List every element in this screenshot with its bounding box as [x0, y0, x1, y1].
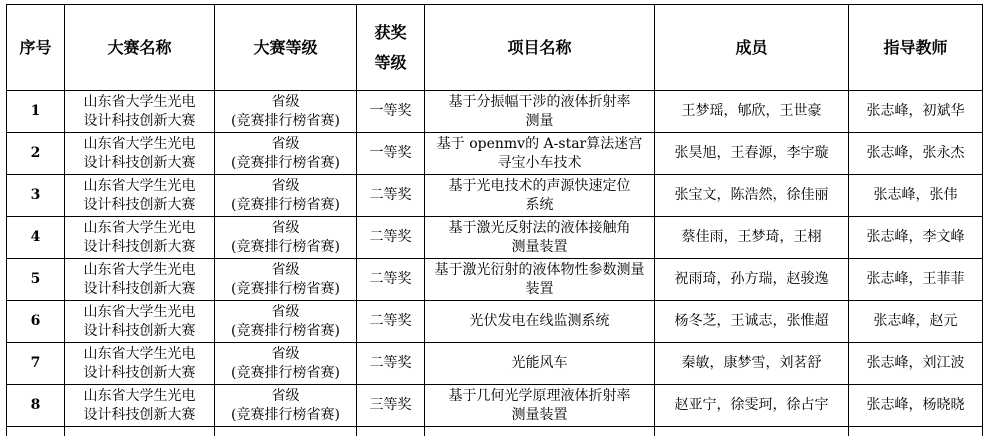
cell-level [215, 217, 357, 259]
cell-seq: 2 [7, 133, 65, 175]
cell-empty [425, 427, 655, 437]
competition-line-2: 设计科技创新大赛 [83, 238, 196, 255]
header-row [7, 5, 983, 91]
competition-line-1: 山东省大学生光电 [83, 345, 196, 362]
cell-project [425, 385, 655, 427]
cell-empty [215, 427, 357, 437]
level-line-2: (竞赛排行榜省赛) [231, 406, 340, 423]
project-line-1: 基于几何光学原理液体折射率 [448, 387, 631, 404]
project-line-1: 基于激光反射法的液体接触角 [448, 219, 631, 236]
level-line-1: 省级 [271, 177, 300, 194]
project-line-1: 光能风车 [511, 355, 568, 371]
project-line-1: 基于分振幅干涉的液体折射率 [448, 93, 631, 110]
cell-level [215, 91, 357, 133]
cell-level [215, 385, 357, 427]
header-project: 项目名称 [425, 5, 655, 91]
level-line-2: (竞赛排行榜省赛) [231, 322, 340, 339]
competition-line-2: 设计科技创新大赛 [83, 322, 196, 339]
table-row [7, 217, 983, 259]
competition-line-1: 山东省大学生光电 [83, 135, 196, 152]
competition-line-2: 设计科技创新大赛 [83, 406, 196, 423]
project-line-2: 测量装置 [511, 406, 568, 423]
header-award [357, 5, 425, 91]
cell-advisor: 张志峰，李文峰 [849, 217, 983, 259]
level-line-1: 省级 [271, 345, 300, 362]
competition-line-2: 设计科技创新大赛 [83, 280, 196, 297]
header-award-line1: 获奖 [374, 22, 407, 42]
level-line-1: 省级 [271, 135, 300, 152]
cell-members: 赵亚宁，徐雯珂，徐占宇 [655, 385, 849, 427]
project-line-1: 基于 openmv的 A-star算法迷宫 [436, 135, 643, 152]
cell-project [425, 343, 655, 385]
cell-empty [357, 427, 425, 437]
cell-competition [65, 91, 215, 133]
project-line-2: 测量装置 [511, 238, 568, 255]
header-award-line2: 等级 [374, 52, 407, 72]
competition-line-2: 设计科技创新大赛 [83, 154, 196, 171]
level-line-2: (竞赛排行榜省赛) [231, 238, 340, 255]
cell-award: 二等奖 [357, 175, 425, 217]
cell-empty [849, 427, 983, 437]
project-line-2: 寻宝小车技术 [497, 154, 582, 171]
cell-level [215, 343, 357, 385]
cell-advisor: 张志峰，张伟 [849, 175, 983, 217]
cell-seq: 4 [7, 217, 65, 259]
cell-project [425, 259, 655, 301]
project-line-1: 基于光电技术的声源快速定位 [448, 177, 631, 194]
cell-competition [65, 259, 215, 301]
table-row [7, 175, 983, 217]
cell-members: 王梦瑶，郇欣，王世豪 [655, 91, 849, 133]
cell-advisor: 张志峰，张永杰 [849, 133, 983, 175]
level-line-2: (竞赛排行榜省赛) [231, 364, 340, 381]
cell-competition [65, 343, 215, 385]
table-body [7, 91, 983, 437]
cell-project [425, 133, 655, 175]
cell-level [215, 259, 357, 301]
competition-line-1: 山东省大学生光电 [83, 219, 196, 236]
cell-award: 二等奖 [357, 343, 425, 385]
header-competition: 大赛名称 [65, 5, 215, 91]
cell-award: 二等奖 [357, 259, 425, 301]
cell-competition [65, 175, 215, 217]
cell-advisor: 张志峰，杨晓晓 [849, 385, 983, 427]
cell-level [215, 175, 357, 217]
project-line-1: 光伏发电在线监测系统 [469, 313, 610, 329]
cell-empty [7, 427, 65, 437]
cell-members: 杨冬芝，王诚志，张惟超 [655, 301, 849, 343]
cell-level [215, 133, 357, 175]
cell-seq: 6 [7, 301, 65, 343]
cell-advisor: 张志峰，王菲菲 [849, 259, 983, 301]
cell-seq: 3 [7, 175, 65, 217]
level-line-2: (竞赛排行榜省赛) [231, 196, 340, 213]
cell-project [425, 175, 655, 217]
cell-seq: 5 [7, 259, 65, 301]
cell-seq: 7 [7, 343, 65, 385]
competition-line-1: 山东省大学生光电 [83, 261, 196, 278]
project-line-2: 测量 [525, 112, 554, 129]
cell-seq: 1 [7, 91, 65, 133]
awards-table [6, 4, 983, 436]
cell-members: 蔡佳雨，王梦琦，王栩 [655, 217, 849, 259]
table-row [7, 133, 983, 175]
table-row [7, 259, 983, 301]
cell-competition [65, 385, 215, 427]
level-line-1: 省级 [271, 93, 300, 110]
level-line-1: 省级 [271, 387, 300, 404]
table-row [7, 385, 983, 427]
cell-award: 一等奖 [357, 91, 425, 133]
competition-line-2: 设计科技创新大赛 [83, 112, 196, 129]
cell-competition [65, 217, 215, 259]
level-line-1: 省级 [271, 261, 300, 278]
cell-project [425, 301, 655, 343]
cell-advisor: 张志峰，赵元 [849, 301, 983, 343]
cell-advisor: 张志峰，初斌华 [849, 91, 983, 133]
level-line-1: 省级 [271, 219, 300, 236]
cell-award: 三等奖 [357, 385, 425, 427]
level-line-2: (竞赛排行榜省赛) [231, 154, 340, 171]
competition-line-1: 山东省大学生光电 [83, 177, 196, 194]
header-members: 成员 [655, 5, 849, 91]
cell-award: 二等奖 [357, 217, 425, 259]
cell-members: 祝雨琦，孙方瑞，赵骏逸 [655, 259, 849, 301]
header-advisor: 指导教师 [849, 5, 983, 91]
header-level: 大赛等级 [215, 5, 357, 91]
project-line-2: 系统 [525, 196, 554, 213]
table-row [7, 91, 983, 133]
cell-project [425, 217, 655, 259]
level-line-1: 省级 [271, 303, 300, 320]
competition-line-1: 山东省大学生光电 [83, 93, 196, 110]
cell-empty [65, 427, 215, 437]
cell-competition [65, 301, 215, 343]
level-line-2: (竞赛排行榜省赛) [231, 112, 340, 129]
cell-empty [655, 427, 849, 437]
cell-level [215, 301, 357, 343]
cell-competition [65, 133, 215, 175]
level-line-2: (竞赛排行榜省赛) [231, 280, 340, 297]
competition-line-2: 设计科技创新大赛 [83, 364, 196, 381]
competition-line-1: 山东省大学生光电 [83, 303, 196, 320]
cell-members: 秦敏，康梦雪，刘茗舒 [655, 343, 849, 385]
competition-line-2: 设计科技创新大赛 [83, 196, 196, 213]
table-row [7, 301, 983, 343]
cell-members: 张昊旭，王春源，李宇璇 [655, 133, 849, 175]
table-row-partial [7, 427, 983, 437]
cell-award: 一等奖 [357, 133, 425, 175]
table-row [7, 343, 983, 385]
cell-seq: 8 [7, 385, 65, 427]
project-line-1: 基于激光衍射的液体物性参数测量 [434, 261, 645, 278]
cell-project [425, 91, 655, 133]
cell-members: 张宝文，陈浩然，徐佳丽 [655, 175, 849, 217]
project-line-2: 装置 [525, 280, 554, 297]
cell-advisor: 张志峰，刘江波 [849, 343, 983, 385]
header-seq: 序号 [7, 5, 65, 91]
cell-award: 二等奖 [357, 301, 425, 343]
competition-line-1: 山东省大学生光电 [83, 387, 196, 404]
